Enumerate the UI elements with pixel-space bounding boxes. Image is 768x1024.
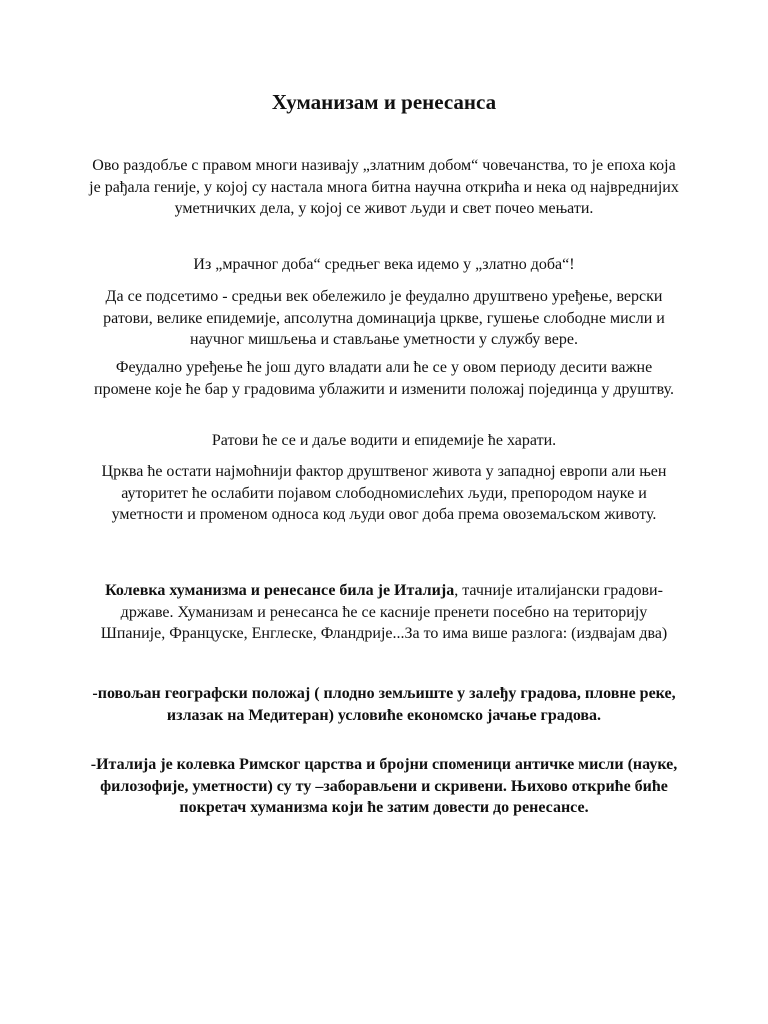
paragraph-dark-to-golden: Из „мрачног доба“ средњег века идемо у „златно доба“! — [193, 256, 575, 273]
paragraph-intro: Ово раздобље с правом многи називају „златним добом“ човечанства, то је епоха која је рађала геније, у којој су настала многа битна научна открића и нека од највреднијих уметничких дела, у којој се живот људи и свет почео мењати. — [89, 157, 679, 217]
paragraph-italy-rest: , тачније италијански градови-државе. Хуманизам и ренесанса ће се касније пренети посебно на територију Шпаније, Француске, Енглеске, Фландрије...За то има више разлога: (издвајам два) — [100, 582, 668, 642]
paragraph-wars: Ратови ће се и даље водити и епидемије ће харати. — [211, 432, 557, 449]
paragraph-reason-geography: -повољан географски положај ( плодно земљиште у залеђу градова, пловне реке, излазак на Медитеран) условиће економско јачање градова. — [92, 685, 676, 724]
paragraph-italy-bold: Колевка хуманизма и ренесансе била је Италија — [105, 582, 455, 599]
paragraph-church: Црква ће остати најмоћнији фактор друштвеног живота у западној европи али њен ауторитет ће ослабити појавом слободномислећих људи, препородом науке и уметности и променом односа код људи овог доба према овоземаљском животу. — [101, 463, 667, 523]
paragraph-reason-roman-heritage: -Италија је колевка Римског царства и бројни споменици античке мисли (науке, филозофије, уметности) су ту –заборављени и скривени. Њихово откриће биће покретач хуманизма који ће затим довести до ренесансе. — [90, 756, 678, 816]
paragraph-feudal: Феудално уређење ће још дуго владати али ће се у овом периоду десити важне промене које ће бар у градовима ублажити и изменити положај појединца у друштву. — [94, 359, 674, 398]
paragraph-middle-ages: Да се подсетимо - средњи век обележило је феудално друштвено уређење, верски ратови, велике епидемије, апсолутна доминација цркве, гушење слободне мисли и научног мишљења и стављање уметности у службу вере. — [103, 288, 665, 348]
document-title: Хуманизам и ренесанса — [271, 90, 497, 114]
paragraph-italy — [88, 580, 680, 645]
